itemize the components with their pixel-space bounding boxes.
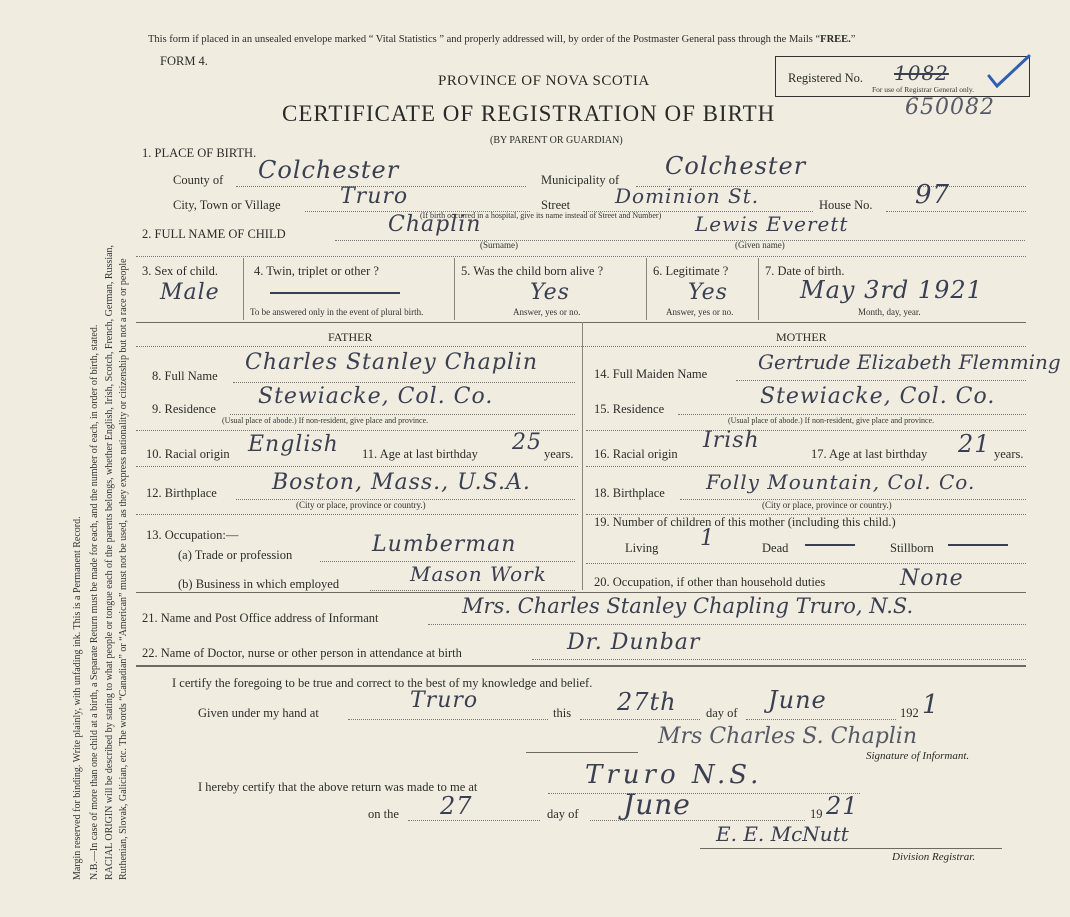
checkmark-icon — [985, 52, 1033, 92]
alive-value: Yes — [530, 280, 570, 305]
registrar-signature: E. E. McNutt — [716, 822, 849, 846]
on-the-label: on the — [368, 807, 399, 821]
registered-value: 1082 — [894, 61, 949, 85]
father-business-value: Mason Work — [410, 562, 547, 586]
legitimate-value: Yes — [688, 280, 728, 305]
father-trade-label: (a) Trade or profession — [178, 548, 293, 562]
mother-occupation-value: None — [900, 566, 964, 591]
mother-name-label: 14. Full Maiden Name — [594, 367, 708, 381]
mother-racial-value: Irish — [703, 428, 760, 453]
father-birthplace-label: 12. Birthplace — [146, 486, 217, 500]
father-heading: FATHER — [328, 330, 373, 344]
year-suffix-value: 1 — [922, 690, 940, 720]
house-number-value: 97 — [915, 180, 951, 210]
return-label: I hereby certify that the above return was made to me at — [198, 780, 478, 794]
house-number-label: House No. — [819, 198, 873, 212]
margin-note-multiple-births: N.B.—In case of more than one child at a birth, a Separate Return must be made for each, and the number of each, in order of birth, stated. — [89, 324, 100, 880]
division-registrar-label: Division Registrar. — [892, 851, 976, 863]
return-month-value: June — [623, 788, 691, 821]
father-birthplace-value: Boston, Mass., U.S.A. — [272, 470, 531, 495]
sex-value: Male — [160, 280, 220, 305]
municipality-value: Colchester — [665, 152, 807, 180]
mother-residence-value: Stewiacke, Col. Co. — [760, 384, 996, 409]
city-value: Truro — [340, 184, 409, 209]
mother-racial-label: 16. Racial origin — [594, 447, 678, 461]
day-of-label: day of — [706, 706, 738, 720]
stillborn-label: Stillborn — [890, 541, 934, 555]
given-under-label: Given under my hand at — [198, 706, 319, 720]
stamp-number: 650082 — [905, 95, 995, 120]
alive-note: Answer, yes or no. — [513, 307, 581, 317]
registered-label: Registered No. — [788, 71, 863, 85]
doctor-label: 22. Name of Doctor, nurse or other person in attendance at birth — [142, 646, 462, 660]
mother-heading: MOTHER — [776, 330, 827, 344]
province-heading: PROVINCE OF NOVA SCOTIA — [438, 73, 650, 89]
informant-value: Mrs. Charles Stanley Chapling Truro, N.S. — [462, 594, 914, 618]
mother-children-label: 19. Number of children of this mother (including this child.) — [594, 515, 896, 529]
given-day-value: 27th — [617, 688, 677, 716]
father-name-label: 8. Full Name — [152, 369, 218, 383]
child-given-value: Lewis Everett — [695, 212, 849, 236]
twin-note: To be answered only in the event of plural birth. — [250, 307, 424, 317]
mother-birthplace-label: 18. Birthplace — [594, 486, 665, 500]
father-residence-note: (Usual place of abode.) If non-resident, give place and province. — [222, 416, 429, 425]
father-age-label: 11. Age at last birthday — [362, 447, 478, 461]
mail-notice: This form if placed in an unsealed envelope marked “ Vital Statistics ” and properly addressed will, by order of the Postmaster General pass through the Mails “FREE.” — [148, 34, 856, 45]
street-label: Street — [541, 198, 571, 212]
registrar-use-note: For use of Registrar General only. — [872, 85, 974, 94]
dob-label: 7. Date of birth. — [765, 264, 845, 278]
dead-label: Dead — [762, 541, 789, 555]
mother-birthplace-value: Folly Mountain, Col. Co. — [706, 470, 976, 494]
mother-name-value: Gertrude Elizabeth Flemming — [758, 350, 1061, 374]
given-month-value: June — [768, 686, 827, 714]
father-occupation-label: 13. Occupation:— — [146, 528, 239, 542]
dob-note: Month, day, year. — [858, 307, 921, 317]
mother-birthplace-note: (City or place, province or country.) — [762, 500, 892, 510]
surname-note: (Surname) — [480, 240, 518, 250]
twin-label: 4. Twin, triplet or other ? — [254, 264, 379, 278]
father-name-value: Charles Stanley Chaplin — [245, 350, 539, 375]
certificate-title: CERTIFICATE OF REGISTRATION OF BIRTH — [282, 101, 776, 126]
street-value: Dominion St. — [615, 184, 760, 208]
hospital-note: (If birth occurred in a hospital, give its name instead of Street and Number) — [420, 211, 662, 220]
father-residence-label: 9. Residence — [152, 402, 216, 416]
father-residence-value: Stewiacke, Col. Co. — [258, 384, 494, 409]
child-surname-value: Chaplin — [388, 212, 482, 237]
dob-value: May 3rd 1921 — [800, 276, 983, 304]
father-age-value: 25 — [512, 430, 542, 455]
this-label: this — [553, 706, 572, 720]
free-word: FREE. — [820, 34, 851, 45]
margin-note-racial-origin: RACIAL ORIGIN will be described by stating to what people or tongue each of the parents belongs, whether English, Irish, Scotch, French, German, Russian, — [104, 244, 115, 880]
margin-note-binding: Margin reserved for binding. Write plainly, with unfading ink. This is a Permanent Record. — [72, 516, 83, 880]
signature-informant-label: Signature of Informant. — [866, 750, 970, 762]
father-birthplace-note: (City or place, province or country.) — [296, 500, 426, 510]
father-business-label: (b) Business in which employed — [178, 577, 340, 591]
mother-residence-label: 15. Residence — [594, 402, 665, 416]
return-day-of-label: day of — [547, 807, 579, 821]
margin-note-racial-origin-cont: Ruthenian, Slovak, Galician, etc. The words “Canadian” or “American” must not be used, as they express nationality or citizenship but not a race or people — [118, 258, 129, 880]
return-place-value: Truro N.S. — [585, 760, 763, 790]
county-label: County of — [173, 173, 224, 187]
doctor-value: Dr. Dunbar — [567, 630, 701, 655]
informant-label: 21. Name and Post Office address of Informant — [142, 611, 379, 625]
alive-label: 5. Was the child born alive ? — [461, 264, 604, 278]
legitimate-note: Answer, yes or no. — [666, 307, 734, 317]
mother-residence-note: (Usual place of abode.) If non-resident, give place and province. — [728, 416, 935, 425]
mother-years-label: years. — [994, 447, 1024, 461]
given-name-note: (Given name) — [735, 240, 785, 250]
city-label: City, Town or Village — [173, 198, 281, 212]
father-racial-label: 10. Racial origin — [146, 447, 230, 461]
father-racial-value: English — [248, 432, 339, 457]
living-label: Living — [625, 541, 659, 555]
living-value: 1 — [700, 526, 715, 551]
binding-margin — [0, 0, 135, 917]
sex-label: 3. Sex of child. — [142, 264, 219, 278]
return-day-value: 27 — [440, 792, 473, 820]
municipality-label: Municipality of — [541, 173, 620, 187]
certify-text: I certify the foregoing to be true and correct to the best of my knowledge and belief. — [172, 676, 593, 690]
father-years-label: years. — [544, 447, 574, 461]
mother-age-value: 21 — [958, 430, 991, 458]
certificate-subtitle: (BY PARENT OR GUARDIAN) — [490, 135, 623, 146]
return-year-suffix-value: 21 — [826, 792, 859, 820]
form-number: FORM 4. — [160, 54, 208, 68]
legitimate-label: 6. Legitimate ? — [653, 264, 729, 278]
year-prefix: 192 — [900, 706, 919, 720]
county-value: Colchester — [258, 156, 400, 184]
place-of-birth-heading: 1. PLACE OF BIRTH. — [142, 146, 257, 160]
return-year-prefix: 19 — [810, 807, 823, 821]
mother-occupation-label: 20. Occupation, if other than household duties — [594, 575, 826, 589]
father-trade-value: Lumberman — [372, 532, 517, 557]
given-place-value: Truro — [410, 688, 479, 713]
informant-signature: Mrs Charles S. Chaplin — [658, 724, 918, 749]
mother-age-label: 17. Age at last birthday — [811, 447, 928, 461]
child-name-label: 2. FULL NAME OF CHILD — [142, 227, 286, 241]
